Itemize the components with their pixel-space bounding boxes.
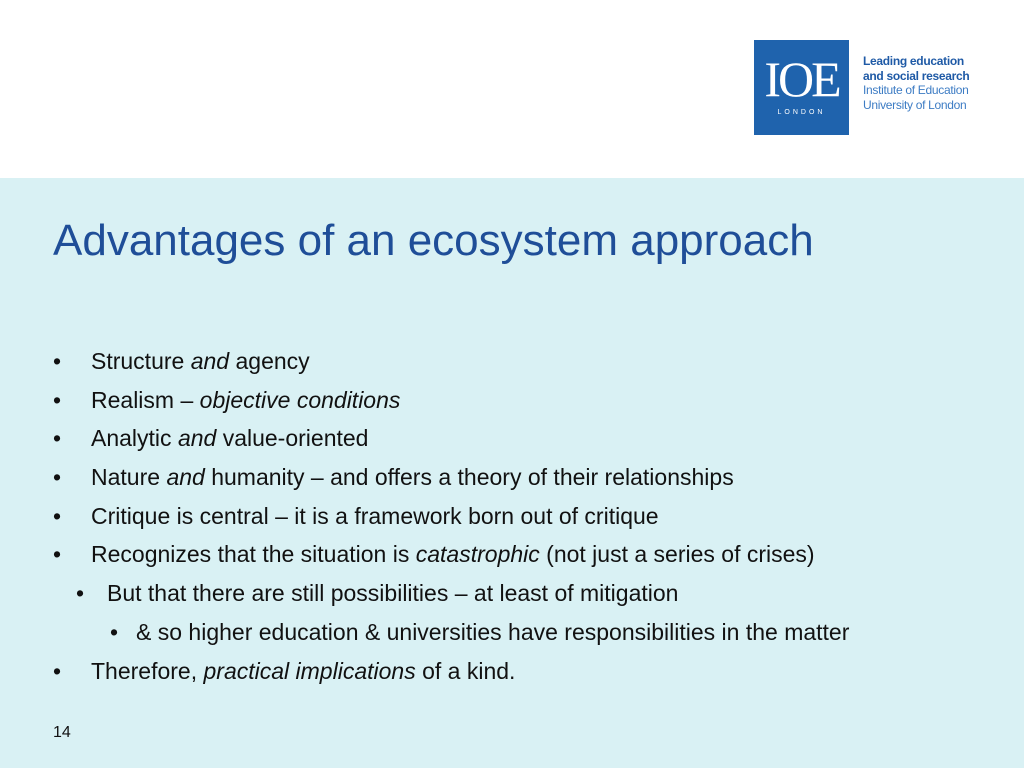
bullet-text-segment: & so higher education & universities have responsibilities in the matter bbox=[136, 618, 850, 645]
tagline-line-3: Institute of Education bbox=[863, 83, 969, 97]
slide-content bbox=[0, 178, 1024, 768]
bullet-text-segment: Recognizes that the situation is bbox=[91, 541, 416, 568]
bullet-marker: • bbox=[53, 657, 62, 684]
bullet-text bbox=[91, 419, 368, 458]
bullet-text-segment: (not just a series of crises) bbox=[539, 541, 815, 568]
bullet-emphasis: and bbox=[190, 348, 230, 374]
bullet-emphasis: and bbox=[177, 425, 217, 452]
bullet-text bbox=[91, 535, 815, 574]
bullet-marker: • bbox=[53, 348, 62, 374]
bullet-text bbox=[136, 613, 849, 652]
bullet-item bbox=[0, 574, 1024, 613]
bullet-text-segment: Structure bbox=[91, 348, 191, 374]
bullet-text-segment: agency bbox=[229, 348, 310, 374]
bullet-marker: • bbox=[53, 425, 62, 452]
bullet-item bbox=[0, 613, 1024, 652]
bullet-text-segment: value-oriented bbox=[216, 425, 369, 452]
institution-tagline bbox=[863, 54, 1023, 112]
bullet-text-segment: Analytic bbox=[91, 425, 178, 452]
bullet-item bbox=[0, 458, 1024, 497]
logo-subtitle: LONDON bbox=[777, 109, 826, 116]
slide-title: Advantages of an ecosystem approach bbox=[53, 216, 814, 265]
bullet-text bbox=[91, 497, 659, 536]
bullet-marker: • bbox=[53, 502, 62, 529]
bullet-item bbox=[0, 419, 1024, 458]
bullet-emphasis: objective conditions bbox=[199, 386, 401, 413]
slide-header bbox=[0, 0, 1024, 178]
bullet-item bbox=[0, 342, 1024, 381]
logo-mark: IOE bbox=[764, 51, 839, 107]
tagline-line-2: and social research bbox=[863, 68, 970, 83]
bullet-marker: • bbox=[53, 464, 62, 491]
bullet-marker: • bbox=[76, 580, 85, 607]
page-number: 14 bbox=[53, 724, 71, 741]
bullet-text-segment: Critique is central – it is a framework born out of critique bbox=[91, 502, 659, 529]
bullet-marker: • bbox=[53, 541, 62, 568]
bullet-item bbox=[0, 535, 1024, 574]
bullet-item bbox=[0, 381, 1024, 420]
bullet-marker: • bbox=[110, 618, 119, 645]
bullet-text-segment: Nature bbox=[91, 464, 167, 491]
bullet-text-segment: of a kind. bbox=[415, 657, 516, 684]
bullet-text bbox=[91, 381, 400, 420]
bullet-text bbox=[91, 342, 310, 381]
bullet-text-segment: humanity – and offers a theory of their relationships bbox=[204, 464, 734, 491]
bullet-text-segment: Realism – bbox=[91, 386, 200, 413]
tagline-line-4: University of London bbox=[863, 97, 967, 112]
ioe-logo bbox=[754, 40, 849, 135]
bullet-text bbox=[91, 652, 515, 691]
bullet-item bbox=[0, 652, 1024, 691]
bullet-item bbox=[0, 497, 1024, 536]
bullet-marker: • bbox=[53, 386, 62, 413]
bullet-text bbox=[91, 458, 734, 497]
bullet-list bbox=[0, 342, 1024, 690]
tagline-line-1: Leading education bbox=[863, 54, 964, 68]
bullet-emphasis: and bbox=[166, 464, 205, 491]
bullet-emphasis: practical implications bbox=[203, 657, 416, 684]
bullet-text bbox=[107, 574, 678, 613]
bullet-emphasis: catastrophic bbox=[415, 541, 540, 568]
bullet-text-segment: But that there are still possibilities – at least of mitigation bbox=[107, 580, 679, 607]
bullet-text-segment: Therefore, bbox=[91, 657, 204, 684]
